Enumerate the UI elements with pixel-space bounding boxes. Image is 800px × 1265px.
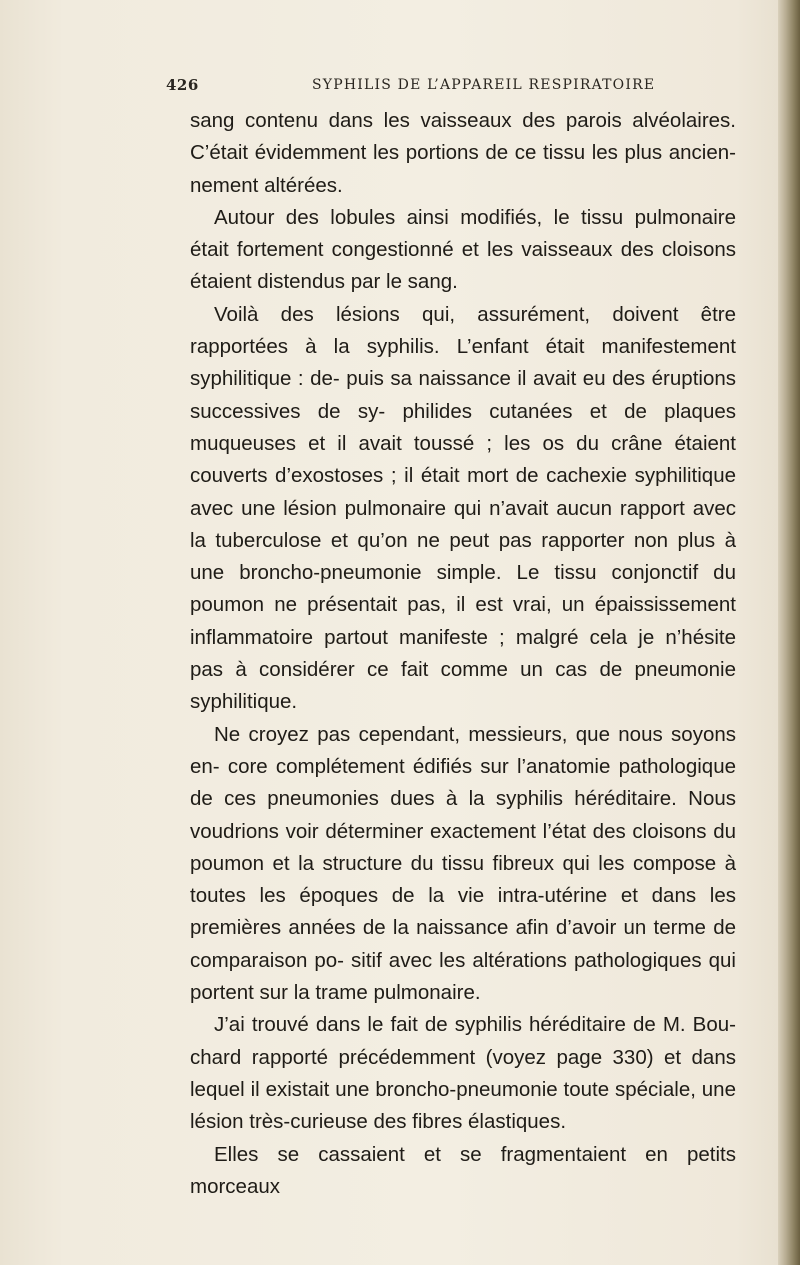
page-header [166, 76, 766, 98]
body-text [190, 105, 736, 1203]
paragraph: Voilà des lésions qui, assurément, doivent être rapportées à la syphilis. L’enfant était manifestement syphilitique : de- puis sa naissance il avait eu des éruptions successives de sy- philides cutanées et de plaques muqueuses et il avait toussé ; les os du crâne étaient couverts d’exostoses ; il était mort de cachexie syphilitique avec une lésion pulmonaire qui n’avait aucun rapport avec la tuberculose et qu’on ne peut pas rapporter non plus à une broncho-pneumonie simple. Le tissu conjonctif du poumon ne présentait pas, il est vrai, un épaississement inflammatoire partout manifeste ; malgré cela je n’hésite pas à considérer ce fait comme un cas de pneumonie syphilitique. [190, 302, 736, 714]
paragraph-continuation: sang contenu dans les vaisseaux des parois alvéolaires. C’était évidemment les portions de ce tissu les plus ancien- nement altérées. [190, 109, 736, 197]
page-edge-shadow [778, 0, 800, 1265]
page-number: 426 [166, 76, 199, 94]
running-title: SYPHILIS DE L’APPAREIL RESPIRATOIRE [312, 77, 656, 93]
paragraph: Autour des lobules ainsi modifiés, le tissu pulmonaire était fortement congestionné et les vaisseaux des cloisons étaient distendus par le sang. [190, 205, 736, 294]
paragraph: J’ai trouvé dans le fait de syphilis héréditaire de M. Bou- chard rapporté précédemment (voyez page 330) et dans lequel il existait une broncho-pneumonie toute spéciale, une lésion très-curieuse des fibres élastiques. [190, 1013, 736, 1134]
paragraph: Ne croyez pas cependant, messieurs, que nous soyons en- core complétement édifiés sur l’anatomie pathologique de ces pneumonies dues à la syphilis héréditaire. Nous voudrions voir déterminer exactement l’état des cloisons du poumon et la structure du tissu fibreux qui les compose à toutes les époques de la vie intra-utérine et dans les premières années de la naissance afin d’avoir un terme de comparaison po- sitif avec les altérations pathologiques qui portent sur la trame pulmonaire. [190, 722, 736, 1005]
paragraph: Elles se cassaient et se fragmentaient en petits morceaux [190, 1142, 736, 1198]
